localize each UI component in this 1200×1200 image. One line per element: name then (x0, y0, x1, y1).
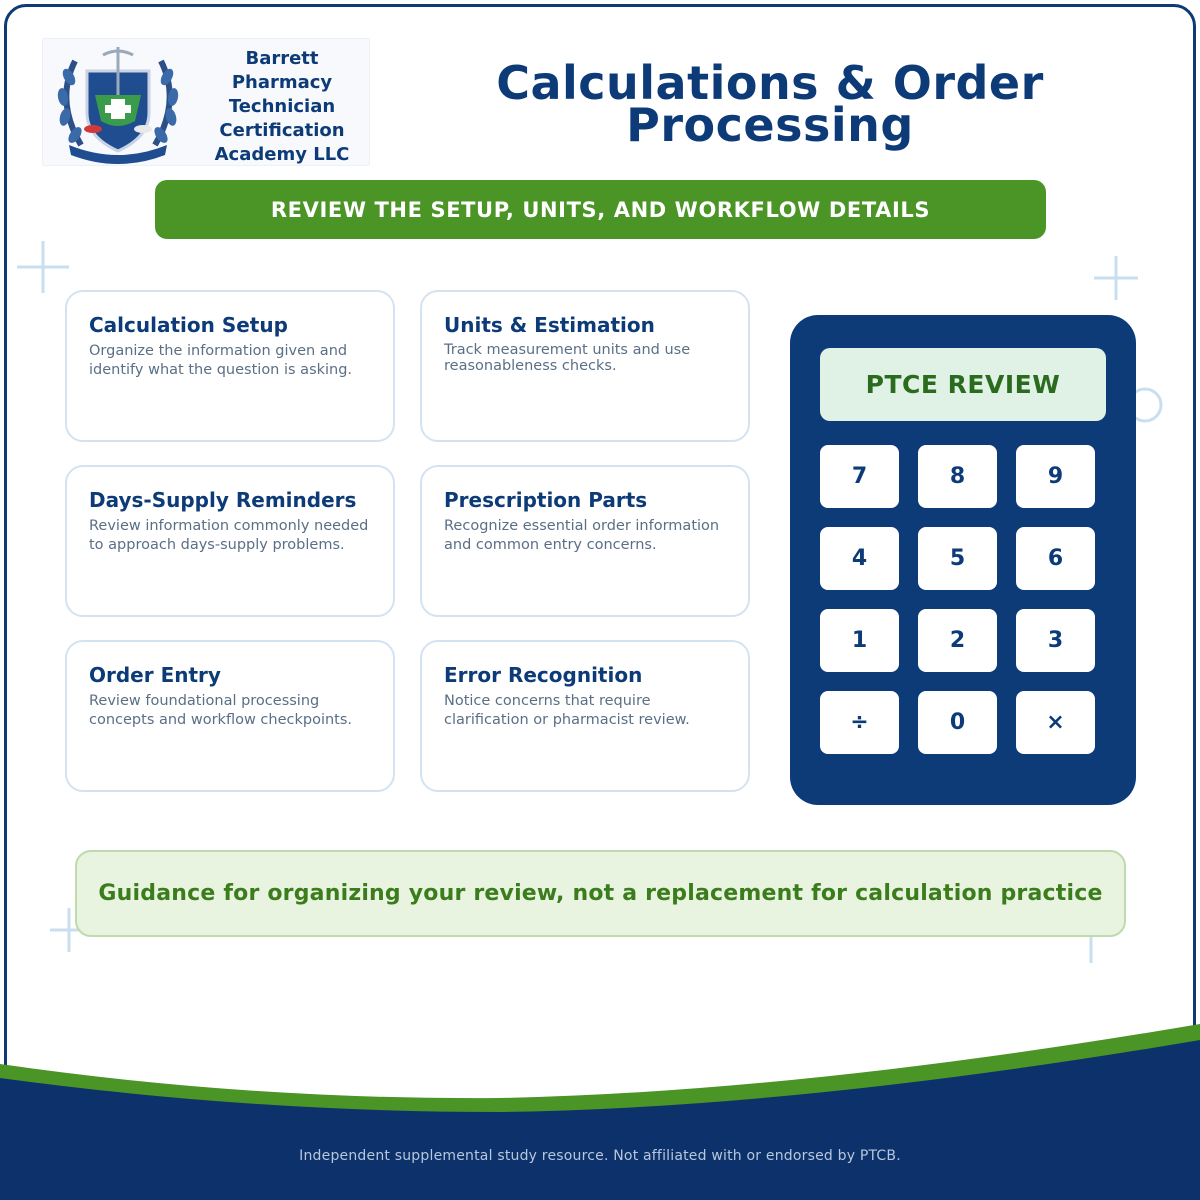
topic-card-error-recognition (420, 640, 750, 792)
section-banner: REVIEW THE SETUP, UNITS, AND WORKFLOW DETAILS (155, 180, 1046, 239)
calculator-key-7: 7 (820, 445, 899, 508)
calculator-key-divide: ÷ (820, 691, 899, 754)
footer-wave (0, 1020, 1200, 1200)
topic-card-days-supply (65, 465, 395, 617)
calculator-screen: PTCE REVIEW (820, 348, 1106, 421)
topic-card-prescription-parts (420, 465, 750, 617)
card-title: Days-Supply Reminders (89, 488, 357, 512)
academy-logo (42, 38, 370, 166)
calculator-key-1: 1 (820, 609, 899, 672)
calculator-illustration (790, 315, 1136, 805)
card-title: Calculation Setup (89, 313, 288, 337)
page-title-line: Processing (626, 98, 914, 152)
academy-name-line: Barrett (245, 48, 319, 69)
line-decoration-icon (1085, 937, 1097, 967)
pharmacy-crest-icon (47, 41, 189, 165)
plus-decoration-icon (1091, 253, 1141, 303)
card-title: Units & Estimation (444, 313, 655, 337)
calculator-key-0: 0 (918, 691, 997, 754)
guidance-note: Guidance for organizing your review, not a replacement for calculation practice (75, 850, 1126, 937)
card-title: Order Entry (89, 663, 221, 687)
topic-card-calculation-setup (65, 290, 395, 442)
calculator-key-3: 3 (1016, 609, 1095, 672)
card-description: Review information commonly needed to approach days-supply problems. (89, 518, 369, 553)
card-description: Organize the information given and identify what the question is asking. (89, 343, 353, 378)
calculator-key-6: 6 (1016, 527, 1095, 590)
topic-card-order-entry (65, 640, 395, 792)
academy-name-line: Academy LLC (214, 144, 350, 165)
calculator-key-5: 5 (918, 527, 997, 590)
card-description: Track measurement units and use reasonableness checks. (444, 342, 691, 374)
card-title: Prescription Parts (444, 488, 648, 512)
card-description: Review foundational processing concepts and workflow checkpoints. (89, 693, 353, 728)
academy-name (197, 47, 367, 167)
calculator-key-8: 8 (918, 445, 997, 508)
calculator-key-multiply: × (1016, 691, 1095, 754)
academy-name-line: Technician (228, 96, 336, 117)
plus-decoration-icon (13, 237, 73, 297)
card-title: Error Recognition (444, 663, 643, 687)
page-title-line: Calculations & Order (496, 56, 1044, 110)
card-description: Notice concerns that require clarification or pharmacist review. (444, 693, 690, 728)
card-description: Recognize essential order information and common entry concerns. (444, 518, 720, 553)
disclaimer-text: Independent supplemental study resource. Not affiliated with or endorsed by PTCB. (299, 1148, 901, 1164)
calculator-key-2: 2 (918, 609, 997, 672)
academy-name-line: Pharmacy (231, 72, 333, 93)
topic-card-units-estimation (420, 290, 750, 442)
academy-name-line: Certification (219, 120, 345, 141)
calculator-key-9: 9 (1016, 445, 1095, 508)
page-title (440, 56, 1100, 152)
calculator-key-4: 4 (820, 527, 899, 590)
